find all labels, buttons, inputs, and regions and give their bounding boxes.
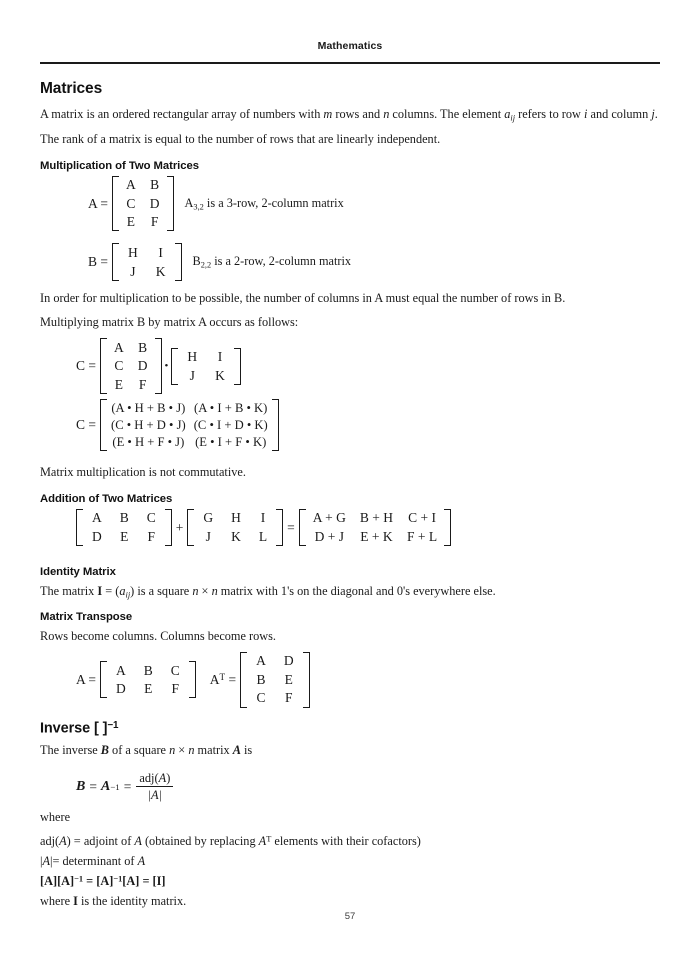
equation-addition <box>76 509 660 546</box>
table-row <box>119 243 175 262</box>
inverse-text-c: matrix <box>194 742 233 757</box>
cell: A <box>92 510 102 526</box>
cell: B + H <box>359 510 394 526</box>
def-superscript: T <box>266 834 272 844</box>
multiply-operator: • <box>164 360 169 373</box>
cell: D + J <box>314 529 345 545</box>
cell: C <box>114 358 124 374</box>
cell: H <box>128 244 138 260</box>
equation-matrix-b <box>88 243 660 280</box>
cell: E <box>144 681 153 697</box>
bracket-right <box>165 509 172 546</box>
heading-identity: Identity Matrix <box>40 566 116 579</box>
list-item <box>40 872 660 892</box>
cell: (E • I + F • K) <box>195 435 267 450</box>
def-symbol-1: A <box>59 834 67 849</box>
identity-text-b: = ( <box>102 584 120 599</box>
var-n: n <box>169 742 176 757</box>
cell: F <box>171 681 180 697</box>
def-text-a: | <box>40 854 43 869</box>
table-row <box>247 652 303 671</box>
bracket-left <box>171 348 178 385</box>
table-row <box>194 528 276 547</box>
product-left-matrix <box>100 338 162 394</box>
intro-text-b: rows and <box>332 107 384 121</box>
matrix-b-grid <box>119 243 175 280</box>
list-item <box>40 852 660 872</box>
cell: I <box>158 244 163 260</box>
table-row <box>247 670 303 689</box>
cell: F <box>138 376 147 392</box>
table-row <box>119 213 167 232</box>
heading-inverse-base: Inverse [ ] <box>40 719 108 736</box>
formula-A-exponent: −1 <box>110 781 120 792</box>
page-number: 57 <box>344 911 356 922</box>
plus-operator: + <box>175 519 184 535</box>
transpose-a-grid <box>107 661 189 698</box>
cell: C <box>256 690 266 706</box>
bracket-left <box>100 338 107 394</box>
cell: G <box>203 510 214 526</box>
matrix-a-grid <box>119 176 167 232</box>
cell: A <box>256 653 266 669</box>
table-row <box>306 528 444 547</box>
symbol-A: A <box>209 671 220 687</box>
identity-eq-exponent-2: −1 <box>113 874 123 884</box>
cell: I <box>217 349 223 365</box>
cell: B <box>256 671 266 687</box>
var-a: a <box>504 107 511 121</box>
table-row <box>247 689 303 708</box>
bracket-right <box>444 509 451 546</box>
bracket-right <box>155 338 162 394</box>
cell: E <box>284 671 293 687</box>
adj-close-paren: ) <box>166 770 171 785</box>
list-item <box>40 832 660 852</box>
cell: L <box>258 529 268 545</box>
table-row <box>83 509 165 528</box>
cell: (E • H + F • J) <box>112 435 185 450</box>
intro-text-f: . <box>654 107 658 121</box>
def-text-b: |= determinant of <box>49 854 138 869</box>
adj-function: adj( <box>139 770 159 785</box>
table-row <box>107 416 272 433</box>
symbol-B: B <box>100 742 109 757</box>
subscript-ij: ij <box>510 113 516 123</box>
table-row <box>107 375 155 394</box>
heading-multiplication: Multiplication of Two Matrices <box>40 159 199 172</box>
intro-paragraph-2: The rank of a matrix is equal to the number of rows that are linearly independent. <box>40 131 441 146</box>
product-setup-label: C = <box>76 358 96 374</box>
identity-eq-part-2: = [A] <box>83 874 114 889</box>
cell: B <box>150 177 160 193</box>
cell: J <box>205 529 211 545</box>
heading-addition: Addition of Two Matrices <box>40 492 173 505</box>
identity-text-c: ) is a square <box>130 584 193 599</box>
intro-text-d: refers to row <box>515 107 585 121</box>
cell: H <box>187 349 198 365</box>
intro-text-a: A matrix is an ordered rectangular array of numbers with <box>40 107 324 121</box>
identity-eq-part-1: [A][A] <box>40 874 75 889</box>
note-text: is a 2-row, 2-column matrix <box>211 254 352 269</box>
inverse-text-b: of a square <box>108 742 170 757</box>
var-a: a <box>119 584 126 599</box>
table-row <box>107 338 155 357</box>
cell: C + I <box>408 510 437 526</box>
def-text-a: adj( <box>40 834 60 849</box>
note-symbol: B <box>192 254 201 269</box>
table-row <box>107 399 272 416</box>
inverse-text <box>40 741 660 761</box>
inverse-text-a: The inverse <box>40 742 101 757</box>
heading-transpose: Matrix Transpose <box>40 610 133 623</box>
bracket-left <box>299 509 306 546</box>
cell: K <box>215 367 225 383</box>
cell: A <box>116 662 126 678</box>
closing-text-b: is the identity matrix. <box>77 894 187 909</box>
table-row <box>119 262 175 281</box>
commutative-note: Matrix multiplication is not commutative. <box>40 465 246 480</box>
table-row <box>107 680 189 699</box>
cell: (A • H + B • J) <box>111 400 186 415</box>
identity-eq-part-3: [A] = [I] <box>122 874 166 889</box>
fraction-denominator: |A| <box>147 788 163 803</box>
var-n: n <box>192 584 199 599</box>
bracket-left <box>76 509 83 546</box>
cell: (C • H + D • J) <box>111 417 186 432</box>
def-symbol-2: A <box>134 834 142 849</box>
equation-transpose <box>76 652 660 708</box>
page-title: Matrices <box>40 80 103 97</box>
cell: K <box>231 529 241 545</box>
table-row <box>107 434 272 451</box>
where-label: where <box>40 809 71 824</box>
def-symbol-1: A <box>42 854 50 869</box>
multiplication-rule-text: In order for multiplication to be possible, the number of columns in A must equal the number of rows in B. <box>40 290 566 305</box>
var-j: j <box>651 107 655 121</box>
product-right-grid <box>178 348 234 385</box>
cell: F + L <box>407 529 438 545</box>
bracket-right <box>167 176 174 232</box>
equals-sign: = <box>225 671 237 687</box>
matrix-b-note <box>182 254 352 269</box>
var-n: n <box>188 742 195 757</box>
cell: C <box>146 510 156 526</box>
closing-text-a: where <box>40 894 74 909</box>
intro-text-c: columns. The element <box>389 107 505 121</box>
symbol-A: A <box>232 742 241 757</box>
formula-equals-2: = <box>123 778 132 794</box>
cell: J <box>130 263 136 279</box>
multiplication-procedure-text: Multiplying matrix B by matrix A occurs as follows: <box>40 315 299 330</box>
bracket-left <box>240 652 247 708</box>
symbol-I: I <box>97 584 103 599</box>
addition-left-grid <box>83 509 165 546</box>
transpose-at-matrix <box>240 652 310 708</box>
cell: F <box>150 214 159 230</box>
inverse-text-d: is <box>240 742 253 757</box>
intro-paragraph-1 <box>40 105 660 125</box>
cell: A <box>114 339 124 355</box>
def-symbol-3: A <box>258 834 267 849</box>
cell: D <box>137 358 148 374</box>
bracket-right <box>303 652 310 708</box>
matrix-a-label: A = <box>88 195 108 211</box>
heading-inverse-superscript: −1 <box>107 719 119 731</box>
cell: E <box>126 214 135 230</box>
cell: I <box>260 510 266 526</box>
transpose-text: Rows become columns. Columns become rows. <box>40 628 277 643</box>
formula-fraction <box>136 771 173 803</box>
table-row <box>119 176 167 195</box>
cell: (A • I + B • K) <box>194 400 268 415</box>
product-left-grid <box>107 338 155 394</box>
heading-inverse <box>40 720 660 736</box>
matrix-b <box>112 243 182 280</box>
var-n: n <box>383 107 390 121</box>
product-result-grid <box>107 399 272 451</box>
var-i: i <box>584 107 588 121</box>
bracket-left <box>100 399 107 451</box>
table-row <box>178 348 234 367</box>
var-m: m <box>323 107 333 121</box>
header-rule <box>40 62 660 64</box>
intro-text-e: and column <box>587 107 652 121</box>
bracket-right <box>272 399 279 451</box>
table-row <box>178 366 234 385</box>
note-text: is a 3-row, 2-column matrix <box>203 195 344 210</box>
identity-text-d: matrix with 1's on the diagonal and 0's everywhere else. <box>217 584 496 599</box>
cell: D <box>92 529 102 545</box>
identity-eq-exponent-1: −1 <box>74 874 84 884</box>
formula-equals-1: = <box>89 778 97 794</box>
transpose-a-matrix <box>100 661 196 698</box>
equation-inverse-formula <box>76 771 660 803</box>
cell: B <box>119 510 129 526</box>
bracket-right <box>234 348 241 385</box>
cell: B <box>143 662 153 678</box>
matrix-a <box>112 176 174 232</box>
page-content <box>40 80 660 917</box>
table-row <box>119 194 167 213</box>
running-head: Mathematics <box>317 40 383 52</box>
bracket-right <box>175 243 182 280</box>
note-symbol: A <box>184 195 194 210</box>
equation-product-setup <box>76 338 660 394</box>
cell: D <box>283 653 294 669</box>
identity-text <box>40 582 660 602</box>
addition-result-matrix <box>299 509 451 546</box>
formula-B: B <box>76 778 86 794</box>
cell: A + G <box>312 510 346 526</box>
adj-argument: A <box>158 770 167 785</box>
fraction-numerator <box>136 771 173 786</box>
def-text-b: ) = adjoint of <box>66 834 135 849</box>
cell: E <box>114 376 123 392</box>
table-row <box>107 661 189 680</box>
addition-result-grid <box>306 509 444 546</box>
cell: K <box>155 263 166 279</box>
var-n: n <box>211 584 218 599</box>
symbol-I: I <box>73 894 78 909</box>
addition-middle-grid <box>194 509 276 546</box>
matrix-a-note <box>174 196 344 211</box>
cell: E + K <box>360 529 393 545</box>
addition-middle-matrix <box>187 509 283 546</box>
table-row <box>306 509 444 528</box>
table-row <box>83 528 165 547</box>
matrix-b-label: B = <box>88 254 108 269</box>
cell: (C • I + D • K) <box>193 417 268 432</box>
cell: D <box>149 195 160 211</box>
table-row <box>194 509 276 528</box>
cell: A <box>126 177 136 193</box>
table-row <box>107 357 155 376</box>
cell: F <box>147 529 156 545</box>
bracket-left <box>187 509 194 546</box>
closing-text <box>40 892 660 912</box>
bracket-left <box>112 176 119 232</box>
product-result-label: C = <box>76 417 96 433</box>
bracket-right <box>189 661 196 698</box>
subscript-ij: ij <box>125 590 131 600</box>
def-text-d: elements with their cofactors) <box>271 834 421 849</box>
superscript-T: T <box>219 671 226 682</box>
equation-matrix-a <box>88 176 660 232</box>
identity-text-a: The matrix <box>40 584 98 599</box>
cell: C <box>126 195 136 211</box>
cell: E <box>120 529 129 545</box>
equals-operator: = <box>287 519 295 535</box>
bracket-left <box>100 661 107 698</box>
bracket-right <box>276 509 283 546</box>
times-symbol: × <box>175 742 189 757</box>
equation-product-result <box>76 399 660 451</box>
inverse-definitions <box>40 832 660 892</box>
formula-A: A <box>100 778 111 794</box>
transpose-a-label: A = <box>76 671 96 687</box>
bracket-left <box>112 243 119 280</box>
def-text-c: (obtained by replacing <box>141 834 259 849</box>
cell: H <box>231 510 241 526</box>
note-subscript: 2,2 <box>200 260 212 270</box>
note-subscript: 3,2 <box>193 202 204 212</box>
transpose-at-grid <box>247 652 303 708</box>
cell: B <box>138 339 148 355</box>
times-symbol: × <box>198 584 212 599</box>
cell: J <box>189 367 195 383</box>
def-symbol-2: A <box>137 854 146 869</box>
addition-left-matrix <box>76 509 172 546</box>
product-result-matrix <box>100 399 279 451</box>
cell: F <box>285 690 293 706</box>
cell: D <box>116 681 126 697</box>
product-right-matrix <box>171 348 241 385</box>
cell: C <box>170 662 180 678</box>
transpose-at-label <box>196 672 240 688</box>
